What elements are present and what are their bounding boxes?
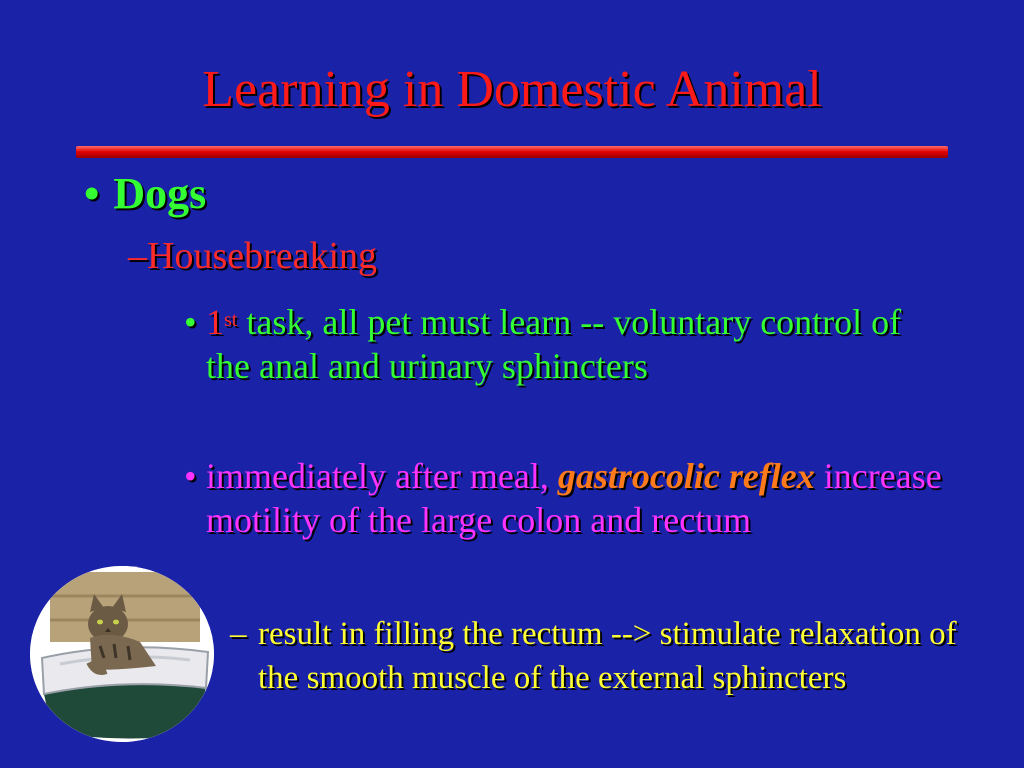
bullet-dot-icon: • xyxy=(184,302,197,342)
bullet-level2 xyxy=(128,234,377,278)
sphincter-detail: result in filling the rectum --> stimulate relaxation of the smooth muscle of the external sphincters xyxy=(258,616,957,696)
cat-litter-illustration xyxy=(30,566,214,742)
housebreaking-label: Housebreaking xyxy=(147,235,378,277)
title-divider xyxy=(76,146,948,158)
reflex-text-a: immediately after meal, xyxy=(206,456,549,496)
reflex-text xyxy=(206,454,944,542)
bullet-dot-icon: • xyxy=(84,169,100,218)
bullet-dogs-label: Dogs xyxy=(113,169,207,218)
slide-title: Learning in Domestic Animal xyxy=(202,61,822,118)
bullet-level3-second xyxy=(184,454,944,542)
first-task-text xyxy=(206,300,944,388)
ordinal-number: 1 xyxy=(206,302,224,342)
dash-icon: – xyxy=(230,616,247,652)
first-task-body: task, all pet must learn -- voluntary control of the anal and urinary sphincters xyxy=(206,302,902,386)
bullet-dot-icon: • xyxy=(184,456,197,496)
reflex-text-b: increase motility of the large colon and rectum xyxy=(206,456,942,540)
cat-in-litter-box-photo xyxy=(30,566,214,742)
reflex-emphasis: gastrocolic reflex xyxy=(557,456,815,496)
bullet-level3-first xyxy=(184,300,944,388)
bullet-level4 xyxy=(230,612,970,700)
dash-icon: – xyxy=(128,235,147,277)
bullet-level1 xyxy=(84,168,206,219)
ordinal-suffix: st xyxy=(224,309,238,331)
